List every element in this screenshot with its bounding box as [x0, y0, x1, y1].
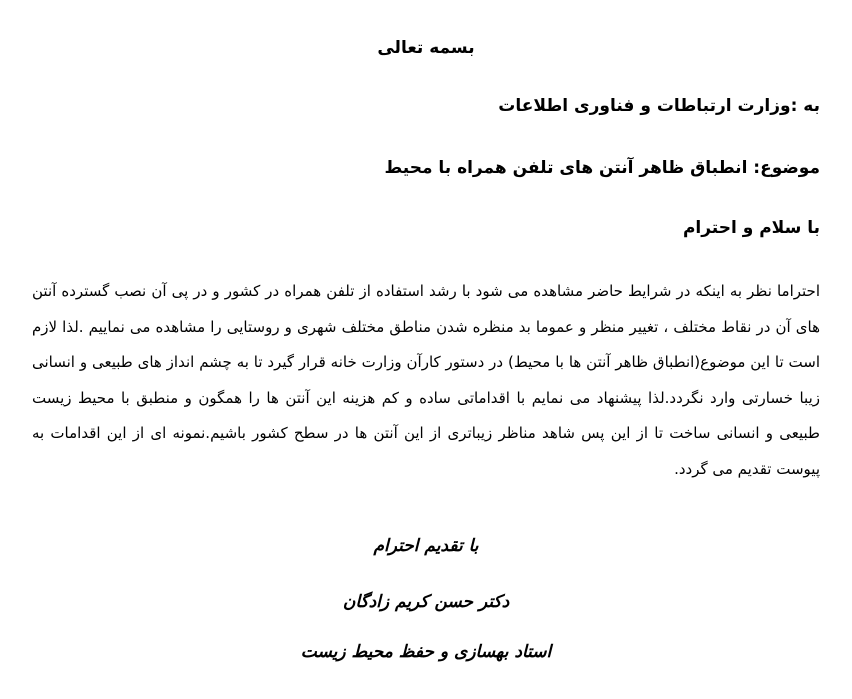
signer-name: دکتر حسن کریم زادگان: [342, 592, 510, 612]
letter-body-paragraph: احتراما نظر به اینکه در شرایط حاضر مشاهده می شود با رشد استفاده از تلفن همراه در کشور و در پی آن نصب گسترده آنتن های آن در نقاط مختلف ، تغییر منظر و عموما بد منظره شدن مناطق مختلف شهری و روستایی را مشاهده می نماییم .لذا لازم است تا این موضوع(انطباق ظاهر آنتن ها با محیط) در دستور کارآن وزارت خانه قرار گیرد تا به چشم انداز های طبیعی و انسانی زیبا خسارتی وارد نگردد.لذا پیشنهاد می نمایم با اقداماتی ساده و کم هزینه این آنتن ها را همگون و منطبق با محیط زیست طبیعی و انسانی ساخت تا از این پس شاهد مناظر زیباتری از این آنتن ها در سطح کشور باشیم.نمونه ای از این اقدامات به پیوست تقدیم می گردد.: [32, 282, 820, 478]
signer-title: استاد بهسازی و حفظ محیط زیست: [300, 642, 552, 662]
letter-addressee: به :وزارت ارتباطات و فناوری اطلاعات: [498, 96, 820, 116]
letter-greeting: با سلام و احترام: [682, 218, 820, 238]
letter-heading: بسمه تعالی: [377, 38, 475, 58]
letter-closing: با تقدیم احترام: [373, 536, 479, 556]
letter-body: [32, 274, 820, 487]
letter-subject: موضوع: انطباق ظاهر آنتن های تلفن همراه با محیط: [384, 158, 820, 178]
